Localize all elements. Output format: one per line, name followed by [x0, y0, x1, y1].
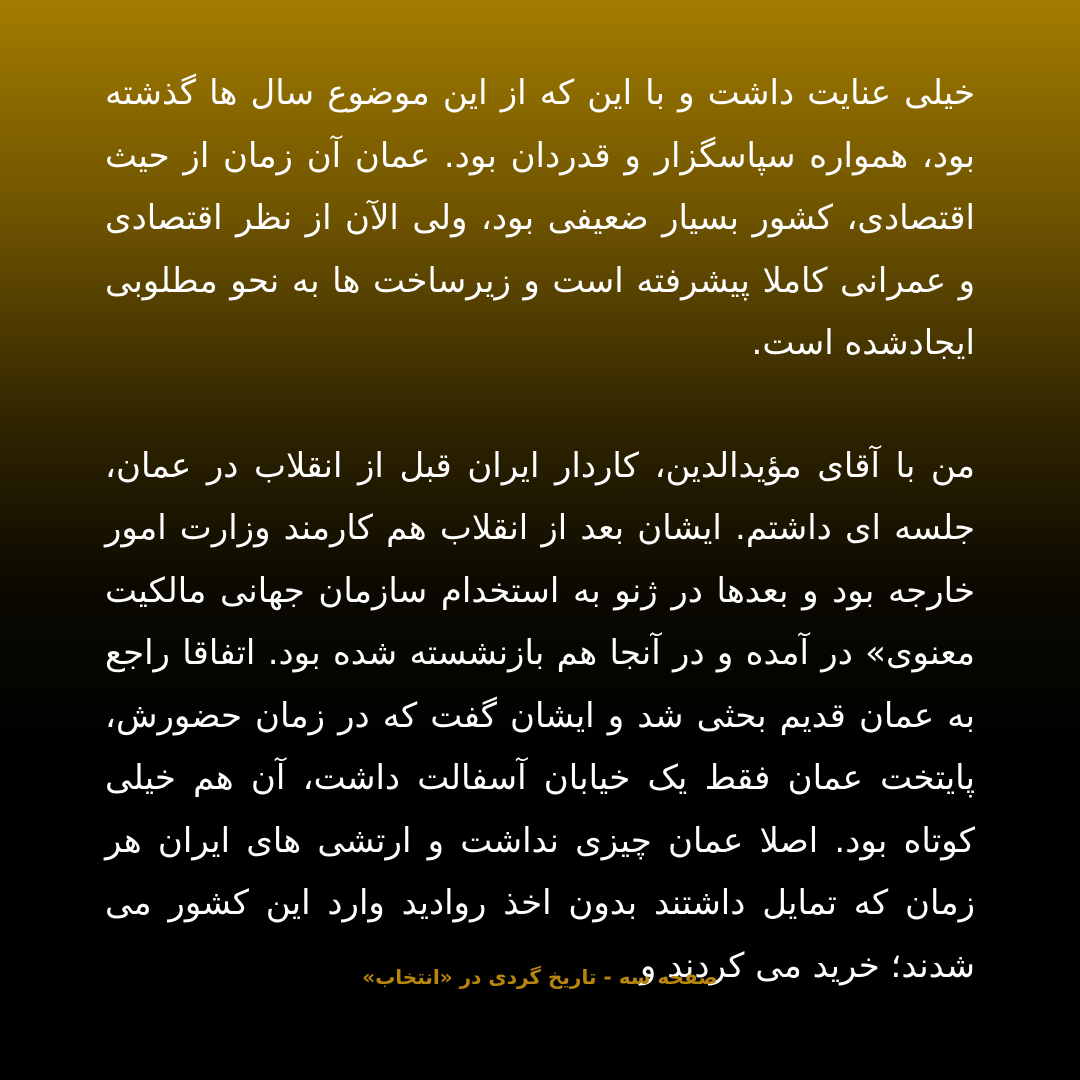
paragraph-1: خیلی عنایت داشت و با این که از این موضوع سال ها گذشته بود، همواره سپاسگزار و قدردان بود. عمان آن زمان از حیث اقتصادی، کشور بسیار ضعیفی بود، ولی الآن از نظر اقتصادی و عمرانی کاملا پیشرفته است و زیرساخت ها به نحو مطلوبی ایجادشده است.	[105, 73, 975, 363]
article-body	[105, 62, 975, 997]
paragraph-2: من با آقای مؤیدالدین، کاردار ایران قبل از انقلاب در عمان، جلسه ای داشتم. ایشان بعد از انقلاب هم کارمند وزارت امور خارجه بود و بعدها در ژنو به استخدام سازمان جهانی مالکیت معنوی» در آمده و در آنجا هم بازنشسته شده بود. اتفاقا راجع به عمان قدیم بحثی شد و ایشان گفت که در زمان حضورش، پایتخت عمان فقط یک خیابان آسفالت داشت، آن هم خیلی کوتاه بود. اصلا عمان چیزی نداشت و ارتشی های ایران هر زمان که تمایل داشتند بدون اخذ روادید وارد این کشور می شدند؛ خرید می کردند و	[105, 445, 975, 986]
page-footer: صفحه سه - تاریخ گردی در «انتخاب»	[362, 965, 718, 989]
